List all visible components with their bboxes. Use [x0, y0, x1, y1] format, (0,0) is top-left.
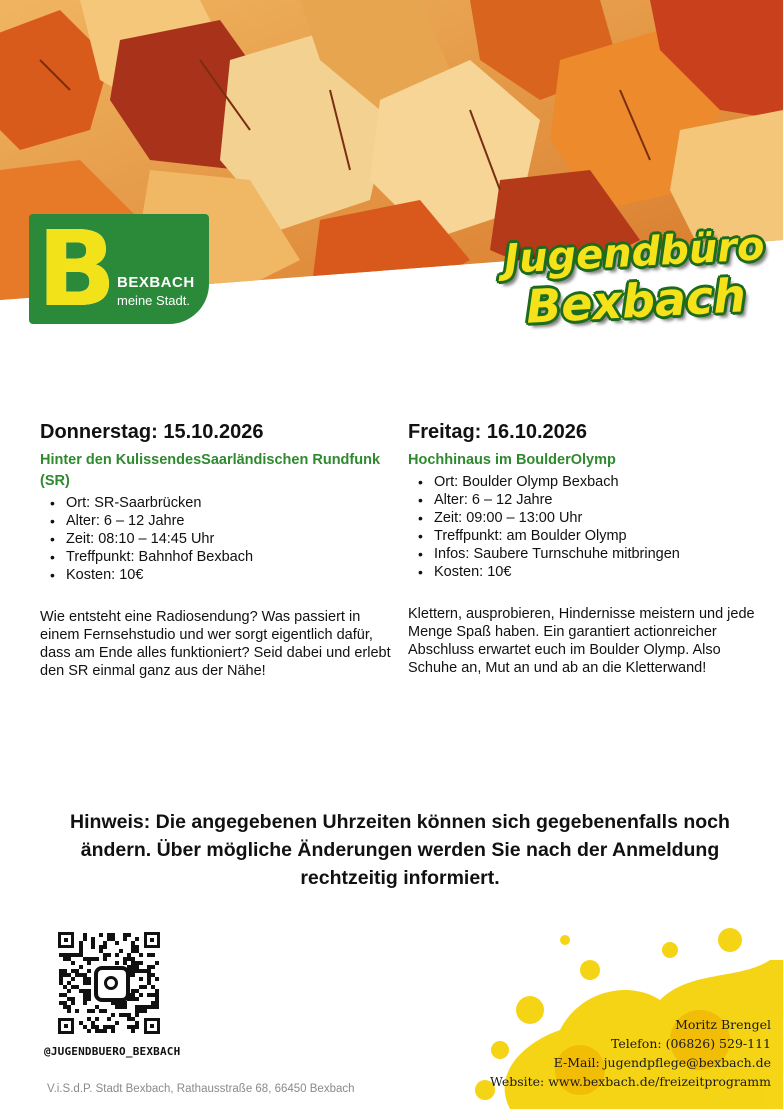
- qr-module: [91, 1025, 95, 1029]
- qr-module: [147, 953, 151, 957]
- event-detail: • Alter: 6 – 12 Jahre: [434, 491, 768, 509]
- qr-module: [75, 1009, 79, 1013]
- qr-module: [131, 1029, 135, 1033]
- qr-module: [131, 989, 135, 993]
- qr-module: [67, 1009, 71, 1013]
- qr-module: [131, 973, 135, 977]
- qr-module: [75, 985, 79, 989]
- qr-module: [87, 957, 91, 961]
- event-details-list: [408, 473, 768, 581]
- qr-module: [79, 949, 83, 953]
- qr-module: [155, 989, 159, 993]
- contact-phone: Telefon: (06826) 529-111: [611, 1036, 771, 1051]
- qr-module: [79, 953, 83, 957]
- qr-module: [87, 1009, 91, 1013]
- qr-module: [95, 1029, 99, 1033]
- qr-module: [71, 969, 75, 973]
- qr-module: [91, 957, 95, 961]
- qr-module: [107, 953, 111, 957]
- qr-finder: [144, 932, 160, 948]
- qr-module: [151, 973, 155, 977]
- jugendbuero-logo-line1: Jugendbüro: [502, 223, 766, 283]
- qr-module: [79, 973, 83, 977]
- qr-module: [135, 1009, 139, 1013]
- qr-module: [111, 1025, 115, 1029]
- qr-module: [135, 1025, 139, 1029]
- qr-module: [79, 941, 83, 945]
- qr-module: [67, 981, 71, 985]
- qr-module: [99, 933, 103, 937]
- qr-module: [63, 953, 67, 957]
- qr-module: [75, 973, 79, 977]
- qr-module: [75, 969, 79, 973]
- qr-module: [155, 977, 159, 981]
- qr-module: [95, 1017, 99, 1021]
- qr-module: [103, 1025, 107, 1029]
- event-description: Klettern, ausprobieren, Hindernisse meistern und jede Menge Spaß haben. Ein garantiert actionreicher Abschluss erwartet euch im Boulder Olymp. Also Schuhe an, Mut an und ab an die Kletterwand!: [408, 606, 755, 676]
- qr-module: [67, 989, 71, 993]
- qr-module: [147, 993, 151, 997]
- qr-module: [103, 941, 107, 945]
- qr-module: [67, 997, 71, 1001]
- qr-module: [139, 1005, 143, 1009]
- qr-module: [139, 1009, 143, 1013]
- qr-module: [135, 997, 139, 1001]
- qr-module: [71, 977, 75, 981]
- qr-module: [103, 1009, 107, 1013]
- qr-module: [123, 937, 127, 941]
- qr-module: [111, 1029, 115, 1033]
- qr-module: [71, 1001, 75, 1005]
- qr-module: [99, 945, 103, 949]
- qr-module: [131, 969, 135, 973]
- event-column-friday: [408, 420, 768, 677]
- qr-module: [155, 1001, 159, 1005]
- contact-name: Moritz Brengel: [675, 1017, 771, 1032]
- qr-module: [119, 1005, 123, 1009]
- qr-module: [127, 1025, 131, 1029]
- qr-module: [143, 985, 147, 989]
- qr-module: [151, 1001, 155, 1005]
- qr-module: [83, 997, 87, 1001]
- qr-module: [71, 953, 75, 957]
- qr-module: [131, 993, 135, 997]
- qr-module: [123, 957, 127, 961]
- qr-module: [139, 977, 143, 981]
- qr-module: [111, 1013, 115, 1017]
- qr-module: [115, 1021, 119, 1025]
- qr-module: [87, 997, 91, 1001]
- qr-module: [115, 941, 119, 945]
- qr-code[interactable]: [58, 932, 160, 1034]
- qr-module: [67, 973, 71, 977]
- instagram-handle: @JUGENDBUERO_BEXBACH: [44, 1045, 181, 1058]
- qr-module: [127, 1013, 131, 1017]
- qr-module: [83, 989, 87, 993]
- qr-module: [147, 1005, 151, 1009]
- qr-module: [131, 1017, 135, 1021]
- qr-module: [59, 973, 63, 977]
- qr-module: [155, 961, 159, 965]
- qr-module: [79, 965, 83, 969]
- event-title: Hochhinaus im BoulderOlymp: [408, 452, 616, 468]
- qr-module: [127, 957, 131, 961]
- qr-module: [155, 1005, 159, 1009]
- qr-module: [147, 965, 151, 969]
- qr-module: [139, 985, 143, 989]
- qr-module: [131, 945, 135, 949]
- qr-module: [111, 937, 115, 941]
- qr-module: [135, 965, 139, 969]
- qr-module: [135, 1005, 139, 1009]
- qr-module: [127, 953, 131, 957]
- qr-module: [99, 949, 103, 953]
- qr-module: [67, 1005, 71, 1009]
- qr-finder: [58, 1018, 74, 1034]
- qr-module: [131, 941, 135, 945]
- qr-module: [91, 941, 95, 945]
- qr-module: [87, 1017, 91, 1021]
- qr-module: [151, 965, 155, 969]
- qr-module: [59, 953, 63, 957]
- qr-module: [63, 957, 67, 961]
- qr-module: [63, 985, 67, 989]
- qr-module: [139, 969, 143, 973]
- qr-module: [139, 961, 143, 965]
- qr-module: [75, 953, 79, 957]
- qr-module: [155, 993, 159, 997]
- qr-finder: [58, 932, 74, 948]
- qr-module: [83, 933, 87, 937]
- qr-module: [131, 1025, 135, 1029]
- imprint-text: V.i.S.d.P. Stadt Bexbach, Rathausstraße 68, 66450 Bexbach: [47, 1083, 355, 1095]
- qr-module: [59, 977, 63, 981]
- qr-module: [143, 1009, 147, 1013]
- event-title: Hinter den KulissendesSaarländischen Rundfunk (SR): [40, 452, 381, 489]
- qr-module: [131, 961, 135, 965]
- qr-module: [83, 977, 87, 981]
- qr-module: [147, 977, 151, 981]
- qr-module: [67, 953, 71, 957]
- qr-module: [59, 981, 63, 985]
- qr-module: [87, 993, 91, 997]
- contact-block: [490, 1015, 771, 1091]
- qr-module: [83, 1001, 87, 1005]
- event-detail: • Ort: Boulder Olymp Bexbach: [434, 473, 768, 491]
- qr-module: [143, 1005, 147, 1009]
- qr-module: [67, 957, 71, 961]
- qr-module: [135, 969, 139, 973]
- qr-module: [127, 1017, 131, 1021]
- qr-module: [71, 961, 75, 965]
- event-date: Donnerstag: 15.10.2026: [40, 421, 264, 443]
- qr-module: [135, 989, 139, 993]
- qr-module: [135, 1021, 139, 1025]
- qr-module: [151, 993, 155, 997]
- qr-module: [83, 937, 87, 941]
- qr-module: [115, 961, 119, 965]
- qr-module: [131, 949, 135, 953]
- event-detail: • Kosten: 10€: [434, 563, 768, 581]
- qr-module: [83, 993, 87, 997]
- qr-module: [123, 961, 127, 965]
- qr-module: [107, 937, 111, 941]
- qr-module: [79, 989, 83, 993]
- qr-module: [135, 949, 139, 953]
- bexbach-city-logo: [29, 208, 209, 330]
- contact-email[interactable]: E-Mail: jugendpflege@bexbach.de: [553, 1055, 771, 1070]
- qr-module: [95, 957, 99, 961]
- qr-module: [87, 977, 91, 981]
- qr-module: [103, 957, 107, 961]
- qr-module: [123, 1005, 127, 1009]
- qr-module: [131, 965, 135, 969]
- instagram-icon: [94, 966, 130, 1002]
- qr-module: [131, 957, 135, 961]
- qr-module: [143, 969, 147, 973]
- qr-module: [135, 961, 139, 965]
- event-detail: • Kosten: 10€: [66, 566, 400, 584]
- qr-module: [135, 945, 139, 949]
- event-detail: • Zeit: 09:00 – 13:00 Uhr: [434, 509, 768, 527]
- qr-module: [91, 945, 95, 949]
- qr-module: [147, 969, 151, 973]
- qr-module: [95, 1005, 99, 1009]
- time-change-notice: Hinweis: Die angegebenen Uhrzeiten können sich gegebenenfalls noch ändern. Über mögliche Änderungen werden Sie nach der Anmeldung rechtzeitig informiert.: [70, 811, 730, 889]
- qr-module: [63, 1001, 67, 1005]
- qr-module: [83, 1025, 87, 1029]
- qr-module: [59, 969, 63, 973]
- qr-module: [63, 973, 67, 977]
- qr-module: [59, 1001, 63, 1005]
- qr-module: [103, 953, 107, 957]
- qr-module: [123, 1013, 127, 1017]
- qr-module: [151, 985, 155, 989]
- qr-module: [79, 1021, 83, 1025]
- qr-module: [151, 953, 155, 957]
- logo-city-slogan: meine Stadt.: [117, 293, 190, 308]
- event-date: Freitag: 16.10.2026: [408, 421, 587, 443]
- qr-module: [63, 1005, 67, 1009]
- qr-module: [91, 1009, 95, 1013]
- event-detail: • Alter: 6 – 12 Jahre: [66, 512, 400, 530]
- qr-module: [111, 933, 115, 937]
- qr-module: [95, 1025, 99, 1029]
- qr-module: [107, 933, 111, 937]
- qr-module: [99, 1009, 103, 1013]
- event-detail: • Treffpunkt: Bahnhof Bexbach: [66, 548, 400, 566]
- logo-city-name: BEXBACH: [117, 274, 195, 291]
- qr-module: [155, 997, 159, 1001]
- logo-letter-b: B: [37, 208, 117, 330]
- qr-module: [115, 1005, 119, 1009]
- qr-module: [83, 957, 87, 961]
- event-detail: • Ort: SR-Saarbrücken: [66, 494, 400, 512]
- qr-module: [107, 1025, 111, 1029]
- qr-module: [87, 969, 91, 973]
- qr-module: [87, 981, 91, 985]
- qr-module: [119, 949, 123, 953]
- event-detail: • Infos: Saubere Turnschuhe mitbringen: [434, 545, 768, 563]
- qr-module: [131, 997, 135, 1001]
- qr-module: [87, 961, 91, 965]
- event-details-list: [40, 494, 400, 584]
- qr-module: [91, 1021, 95, 1025]
- qr-module: [79, 945, 83, 949]
- qr-module: [135, 937, 139, 941]
- qr-module: [99, 1029, 103, 1033]
- qr-module: [123, 933, 127, 937]
- event-detail: • Zeit: 08:10 – 14:45 Uhr: [66, 530, 400, 548]
- jugendbuero-logo: [498, 223, 766, 336]
- qr-module: [87, 989, 91, 993]
- qr-module: [103, 1029, 107, 1033]
- qr-module: [115, 953, 119, 957]
- qr-finder: [144, 1018, 160, 1034]
- jugendbuero-logo-line2: Bexbach: [524, 268, 748, 334]
- qr-module: [83, 973, 87, 977]
- qr-module: [103, 945, 107, 949]
- event-detail: • Treffpunkt: am Boulder Olymp: [434, 527, 768, 545]
- qr-module: [107, 1017, 111, 1021]
- qr-module: [127, 933, 131, 937]
- event-column-thursday: [40, 420, 400, 680]
- event-description: Wie entsteht eine Radiosendung? Was passiert in einem Fernsehstudio und wer sorgt eigentlich dafür, dass am Ende alles funktioniert? Seid dabei und erlebt den SR einmal ganz aus der Nähe!: [40, 609, 391, 679]
- qr-module: [63, 993, 67, 997]
- qr-module: [119, 1013, 123, 1017]
- qr-module: [83, 981, 87, 985]
- contact-website[interactable]: Website: www.bexbach.de/freizeitprogramm: [489, 1074, 771, 1089]
- qr-module: [151, 1005, 155, 1009]
- qr-module: [135, 1013, 139, 1017]
- instagram-qr-block: [40, 918, 180, 1068]
- qr-module: [147, 981, 151, 985]
- qr-module: [59, 993, 63, 997]
- qr-module: [71, 985, 75, 989]
- qr-module: [71, 997, 75, 1001]
- qr-module: [87, 1029, 91, 1033]
- qr-module: [139, 953, 143, 957]
- qr-module: [63, 969, 67, 973]
- qr-module: [91, 937, 95, 941]
- qr-module: [139, 993, 143, 997]
- qr-module: [147, 973, 151, 977]
